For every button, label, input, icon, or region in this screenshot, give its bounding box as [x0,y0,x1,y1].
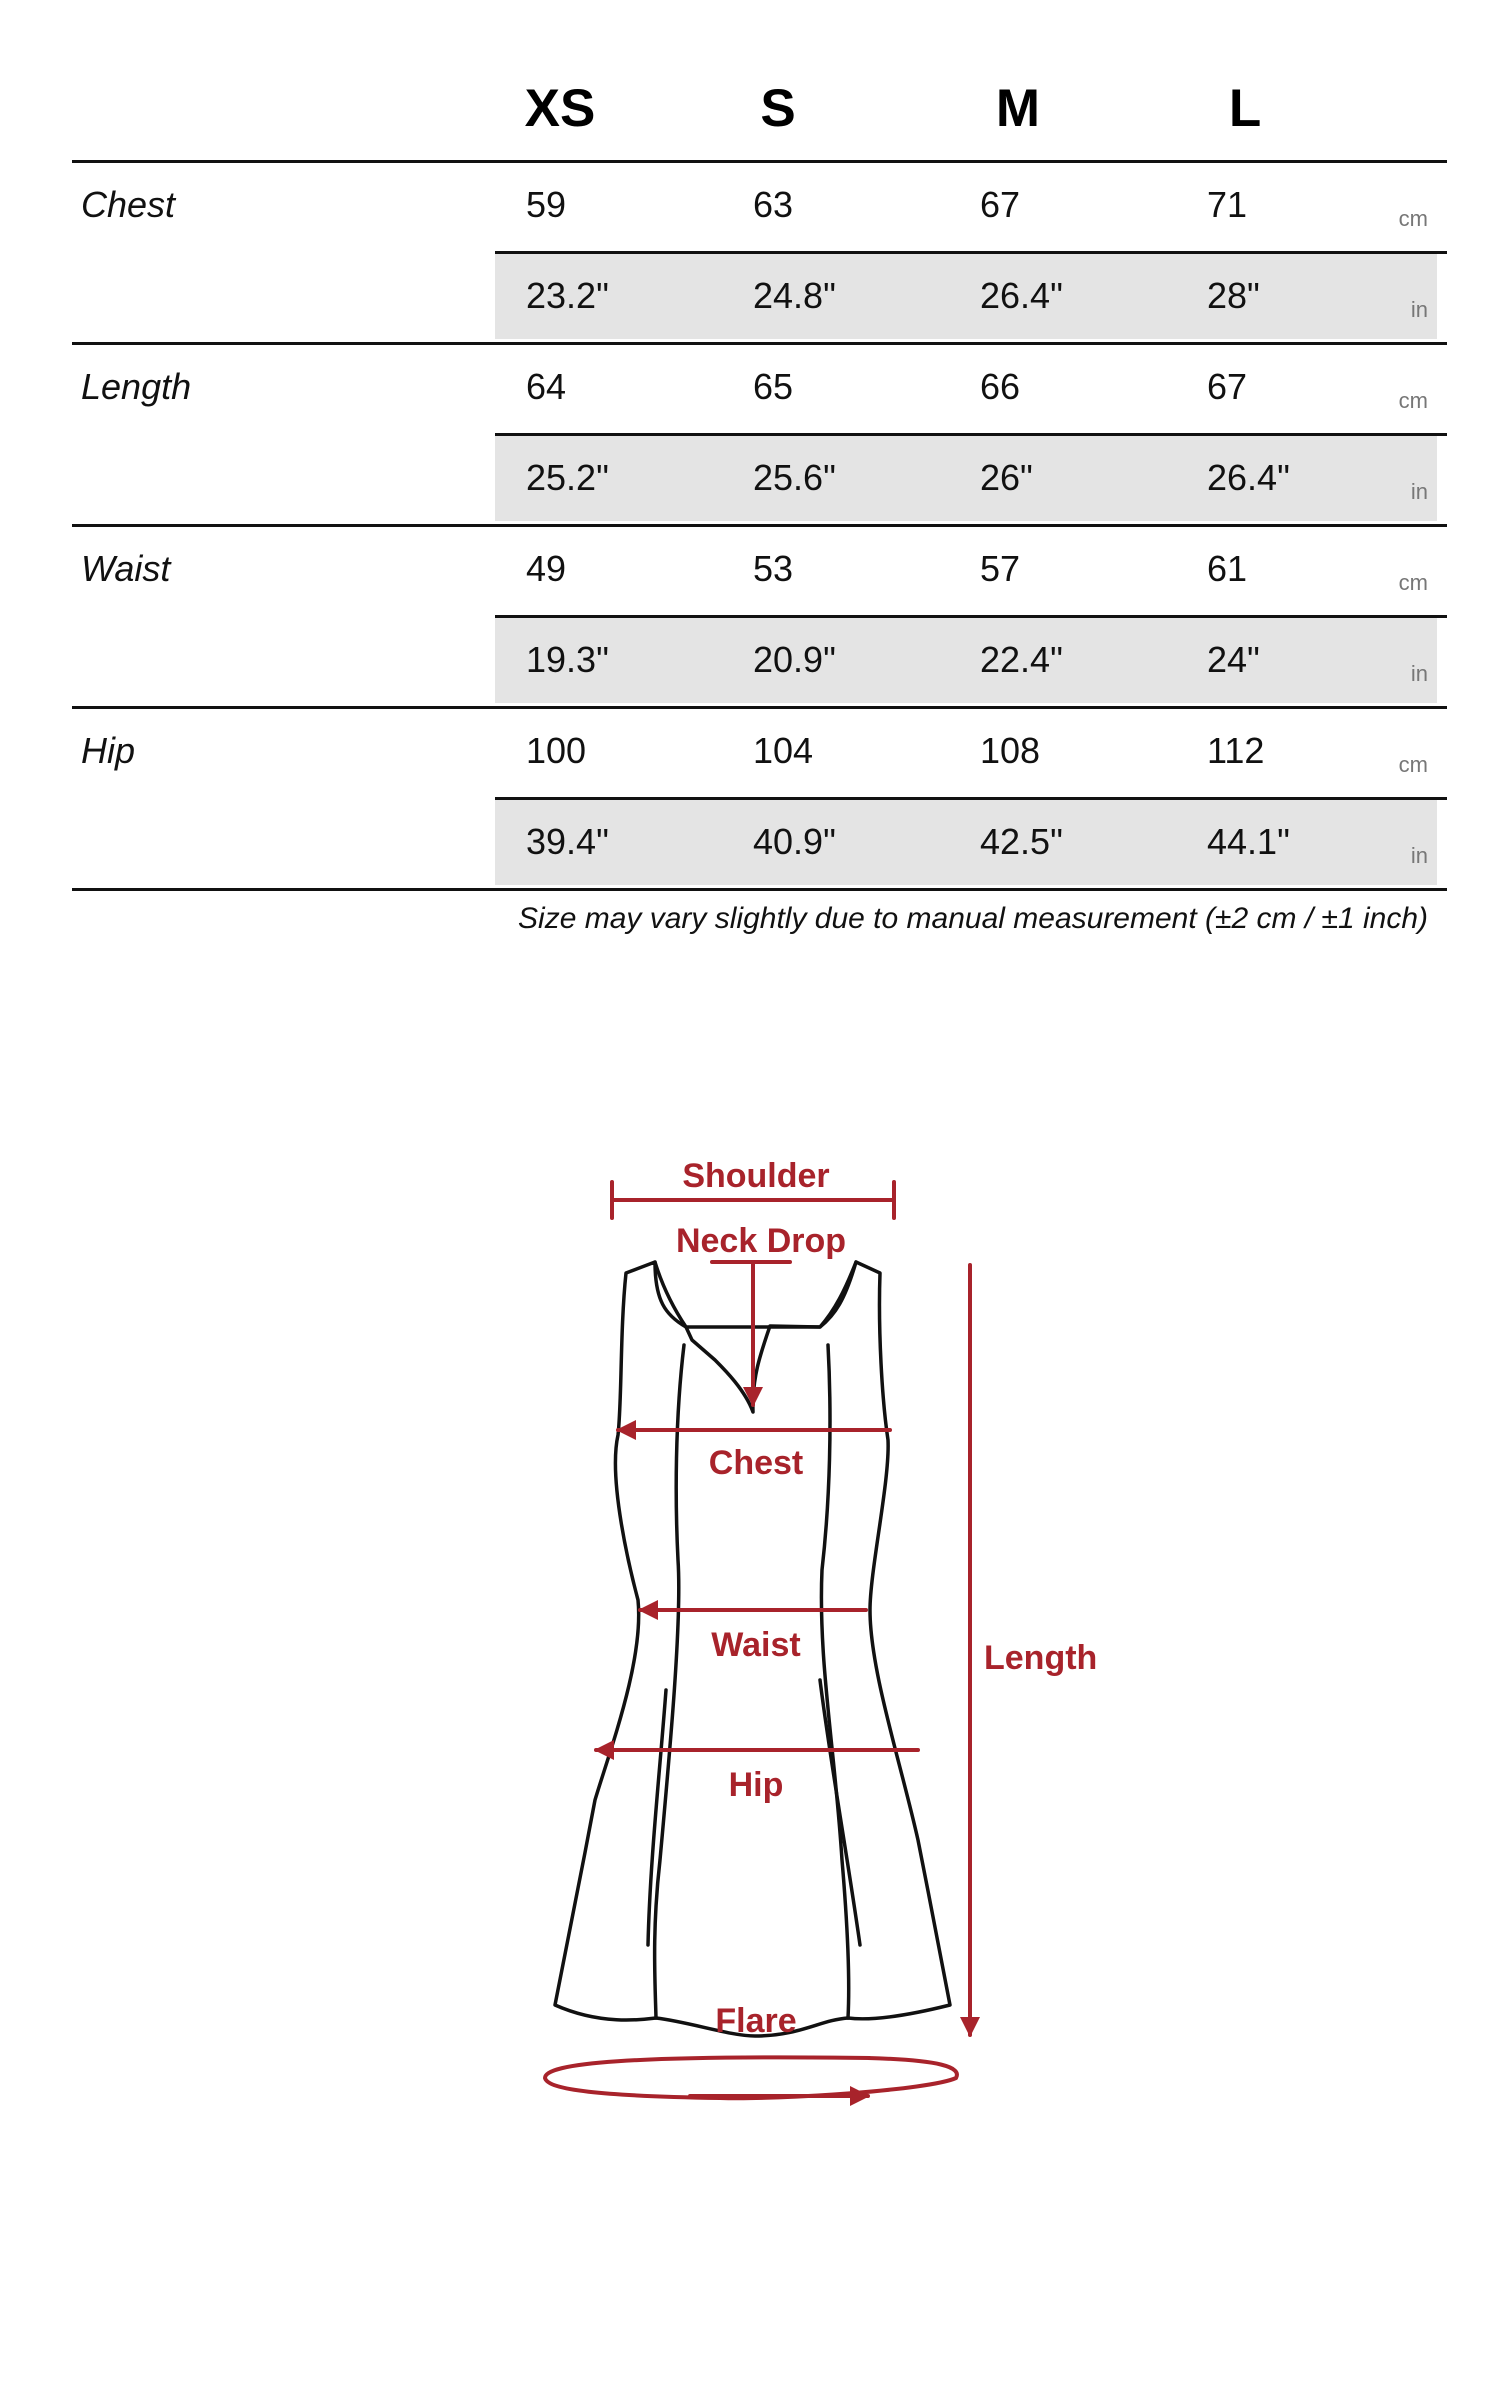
cell-hip-cm-s: 104 [753,730,814,771]
dress-measurement-diagram [0,1100,1500,2200]
cell-length-in-s: 25.6" [753,457,836,498]
row-divider-waist [495,615,1447,618]
length-label: Length [984,1639,1098,1677]
neckline-inner [655,1262,856,1327]
princess-seam-right [821,1345,848,2018]
cell-hip-in-xs: 39.4" [526,821,609,862]
table-top-rule [72,160,1447,163]
pleat-line-right [820,1680,860,1945]
unit-label-cm: cm [1398,752,1428,777]
neck-drop-label: Neck Drop [675,1222,847,1260]
size-header-l: L [1228,79,1262,138]
cell-hip-in-s: 40.9" [753,821,836,862]
unit-label-in: in [1410,479,1428,504]
chest-label: Chest [708,1444,804,1482]
cell-chest-in-s: 24.8" [753,275,836,316]
cell-length-cm-xs: 64 [526,366,567,407]
cell-waist-cm-s: 53 [753,548,794,589]
cell-waist-cm-xs: 49 [526,548,567,589]
cell-hip-cm-xs: 100 [526,730,587,771]
cell-chest-cm-l: 71 [1207,184,1248,225]
unit-label-in: in [1410,843,1428,868]
cell-length-cm-l: 67 [1207,366,1248,407]
measure-label-hip: Hip [81,730,136,771]
measure-label-length: Length [81,366,192,407]
cell-chest-cm-s: 63 [753,184,794,225]
row-rule-chest [72,342,1447,345]
row-rule-waist [72,706,1447,709]
cell-length-in-xs: 25.2" [526,457,609,498]
cell-length-cm-m: 66 [980,366,1021,407]
unit-label-cm: cm [1398,206,1428,231]
unit-label-in: in [1410,297,1428,322]
measure-label-waist: Waist [81,548,171,589]
row-rule-hip [72,888,1447,891]
measure-label-chest: Chest [81,184,176,225]
unit-label-cm: cm [1398,570,1428,595]
row-divider-length [495,433,1447,436]
shoulder-label: Shoulder [682,1157,830,1195]
cell-waist-in-l: 24" [1207,639,1260,680]
cell-chest-cm-xs: 59 [526,184,567,225]
cell-chest-in-l: 28" [1207,275,1260,316]
waist-label: Waist [711,1626,801,1664]
cell-waist-in-xs: 19.3" [526,639,609,680]
row-divider-chest [495,251,1447,254]
cell-waist-cm-l: 61 [1207,548,1248,589]
inch-row-band-waist [495,617,1437,703]
inch-row-band-length [495,435,1437,521]
row-rule-length [72,524,1447,527]
inch-row-band-hip [495,799,1437,885]
hip-label: Hip [728,1766,784,1804]
cell-waist-cm-m: 57 [980,548,1021,589]
cell-chest-cm-m: 67 [980,184,1021,225]
cell-hip-in-l: 44.1" [1207,821,1290,862]
cell-waist-in-m: 22.4" [980,639,1063,680]
cell-hip-in-m: 42.5" [980,821,1063,862]
cell-hip-cm-m: 108 [980,730,1041,771]
size-header-s: S [760,79,796,138]
cell-hip-cm-l: 112 [1207,730,1265,771]
flare-label: Flare [715,2002,797,2040]
inch-row-band-chest [495,253,1437,339]
cell-length-in-m: 26" [980,457,1033,498]
cell-length-cm-s: 65 [753,366,794,407]
size-header-m: M [995,79,1041,138]
unit-label-cm: cm [1398,388,1428,413]
unit-label-in: in [1410,661,1428,686]
cell-waist-in-s: 20.9" [753,639,836,680]
cell-length-in-l: 26.4" [1207,457,1290,498]
measurement-note: Size may vary slightly due to manual measurement (±2 cm / ±1 inch) [518,902,1428,935]
size-table [0,0,1500,1000]
cell-chest-in-xs: 23.2" [526,275,609,316]
cell-chest-in-m: 26.4" [980,275,1063,316]
measurement-labels [676,1157,1097,2040]
size-header-xs: XS [524,79,596,138]
flare-ellipse [545,2057,957,2098]
princess-seam-left [655,1345,684,2018]
row-divider-hip [495,797,1447,800]
